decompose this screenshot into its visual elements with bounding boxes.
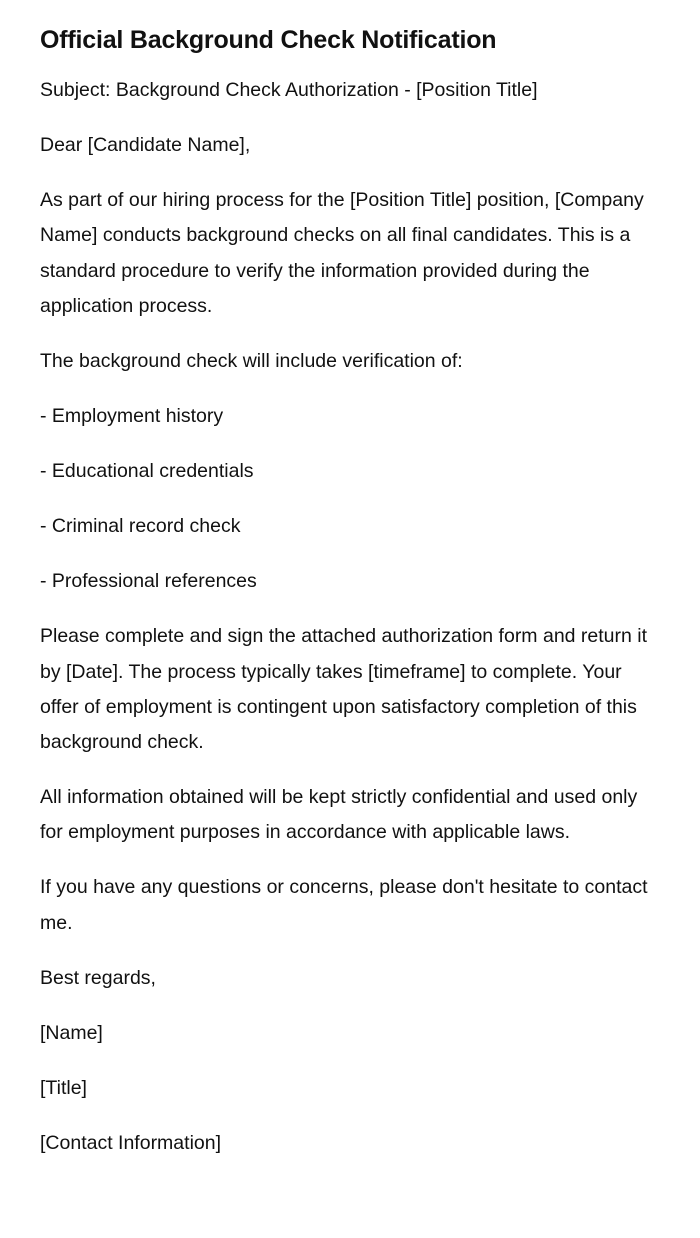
list-intro: The background check will include verification of: [40, 349, 463, 372]
instructions-paragraph: Please complete and sign the attached authorization form and return it by [Date]. The process typically takes [timeframe] to complete. Your offer of employment is contingent upon satisfactory completion of this background check. [40, 625, 648, 753]
greeting: Dear [Candidate Name], [40, 134, 251, 157]
closing: Best regards, [40, 966, 156, 989]
signature-title: [Title] [40, 1076, 87, 1099]
list-item: - Professional references [40, 570, 257, 593]
letter-document [40, 22, 660, 1181]
subject-line: Subject: Background Check Authorization - [Position Title] [40, 79, 538, 101]
confidentiality-paragraph: All information obtained will be kept strictly confidential and used only for employment purposes in accordance with applicable laws. [40, 786, 638, 844]
list-item: - Educational credentials [40, 460, 254, 483]
questions-paragraph: If you have any questions or concerns, please don't hesitate to contact me. [40, 876, 648, 934]
letter-title: Official Background Check Notification [40, 26, 497, 54]
list-item: - Employment history [40, 404, 224, 427]
signature-contact: [Contact Information] [40, 1131, 222, 1154]
intro-paragraph: As part of our hiring process for the [Position Title] position, [Company Name] conducts background checks on all final candidates. This is a standard procedure to verify the information provided during the application process. [40, 189, 644, 317]
signature-name: [Name] [40, 1021, 103, 1044]
list-item: - Criminal record check [40, 515, 241, 538]
